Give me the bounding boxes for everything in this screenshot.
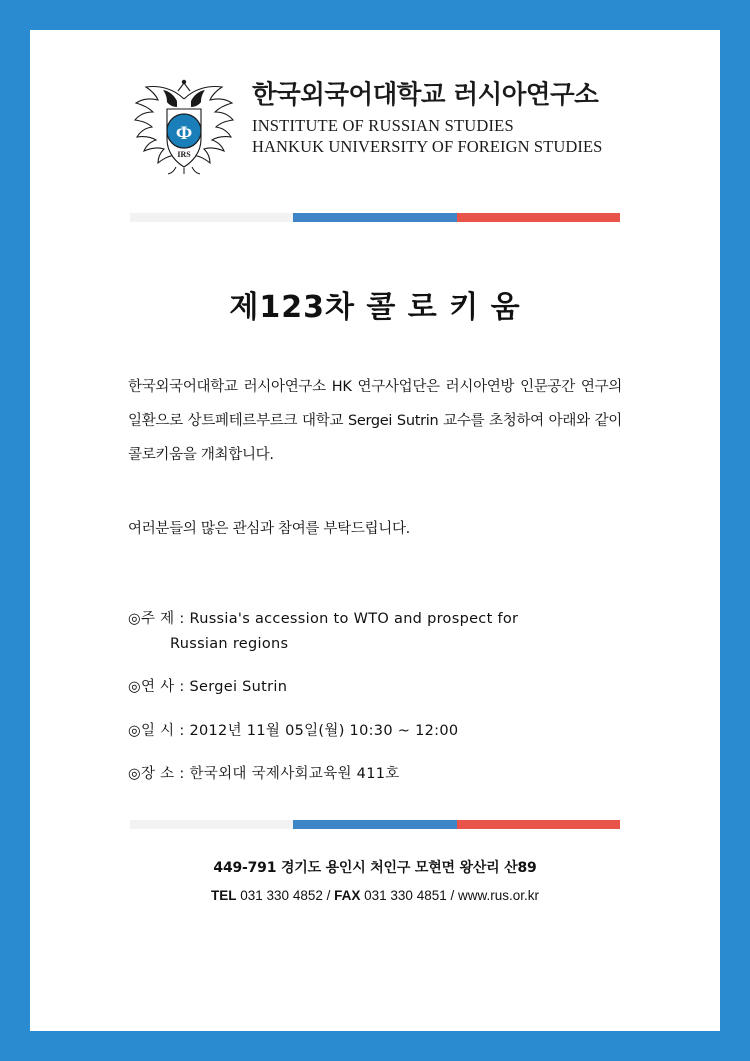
divider-segment-blue: [293, 820, 456, 829]
detail-value: Russia's accession to WTO and prospect for: [189, 611, 519, 628]
detail-value: Sergei Sutrin: [189, 679, 288, 696]
paragraph-intro: 한국외국어대학교 러시아연구소 HK 연구사업단은 러시아연방 인문공간 연구의 일환으로 상트페테르부르크 대학교 Sergei Sutrin 교수를 초청하여 아래와 같이 콜로키움을 개최합니다.: [128, 379, 622, 464]
detail-label: ◎일 시 :: [128, 722, 190, 739]
org-titles: [252, 75, 602, 157]
divider-segment-red: [457, 820, 620, 829]
divider-segment-white: [130, 213, 293, 222]
poster-card: [30, 30, 720, 1031]
poster-footer: [30, 820, 720, 903]
divider-segment-blue: [293, 213, 456, 222]
detail-label: ◎연 사 :: [128, 679, 190, 696]
detail-value-continuation: Russian regions: [170, 635, 289, 652]
eagle-emblem-icon: [130, 77, 238, 175]
detail-label: ◎주 제 :: [128, 611, 190, 628]
svg-text:Ф: Ф: [175, 123, 193, 144]
body-text: [30, 370, 720, 546]
footer-fax-number: 031 330 4851 / www.rus.or.kr: [364, 887, 539, 903]
detail-row: [128, 608, 622, 655]
poster-inner: [30, 30, 720, 1031]
paragraph-invite: 여러분들의 많은 관심과 참여를 부탁드립니다.: [128, 521, 410, 538]
poster-header: [30, 30, 720, 175]
divider-top: [130, 213, 620, 222]
org-name-english-line1: INSTITUTE OF RUSSIAN STUDIES: [252, 116, 514, 136]
footer-tel-label: TEL: [211, 887, 237, 903]
footer-fax-label: FAX: [334, 887, 361, 903]
footer-address: 449-791 경기도 용인시 처인구 모현면 왕산리 산89: [213, 859, 537, 876]
divider-segment-red: [457, 213, 620, 222]
detail-value: 한국외대 국제사회교육원 411호: [189, 766, 400, 783]
detail-row: [128, 720, 622, 742]
footer-tel-number: 031 330 4852 /: [240, 887, 335, 903]
detail-row: [128, 676, 622, 698]
org-name-korean: 한국외국어대학교 러시아연구소: [252, 80, 599, 110]
svg-text:IRS: IRS: [177, 150, 191, 159]
detail-value: 2012년 11월 05일(월) 10:30 ~ 12:00: [189, 722, 459, 739]
org-name-english-line2: HANKUK UNIVERSITY OF FOREIGN STUDIES: [252, 136, 603, 156]
detail-row: [128, 763, 622, 785]
page-title: 제123차 콜 로 키 움: [229, 290, 521, 325]
footer-contact: [30, 888, 720, 903]
event-details: [30, 608, 720, 785]
detail-label: ◎장 소 :: [128, 766, 190, 783]
divider-segment-white: [130, 820, 293, 829]
divider-bottom: [130, 820, 620, 829]
